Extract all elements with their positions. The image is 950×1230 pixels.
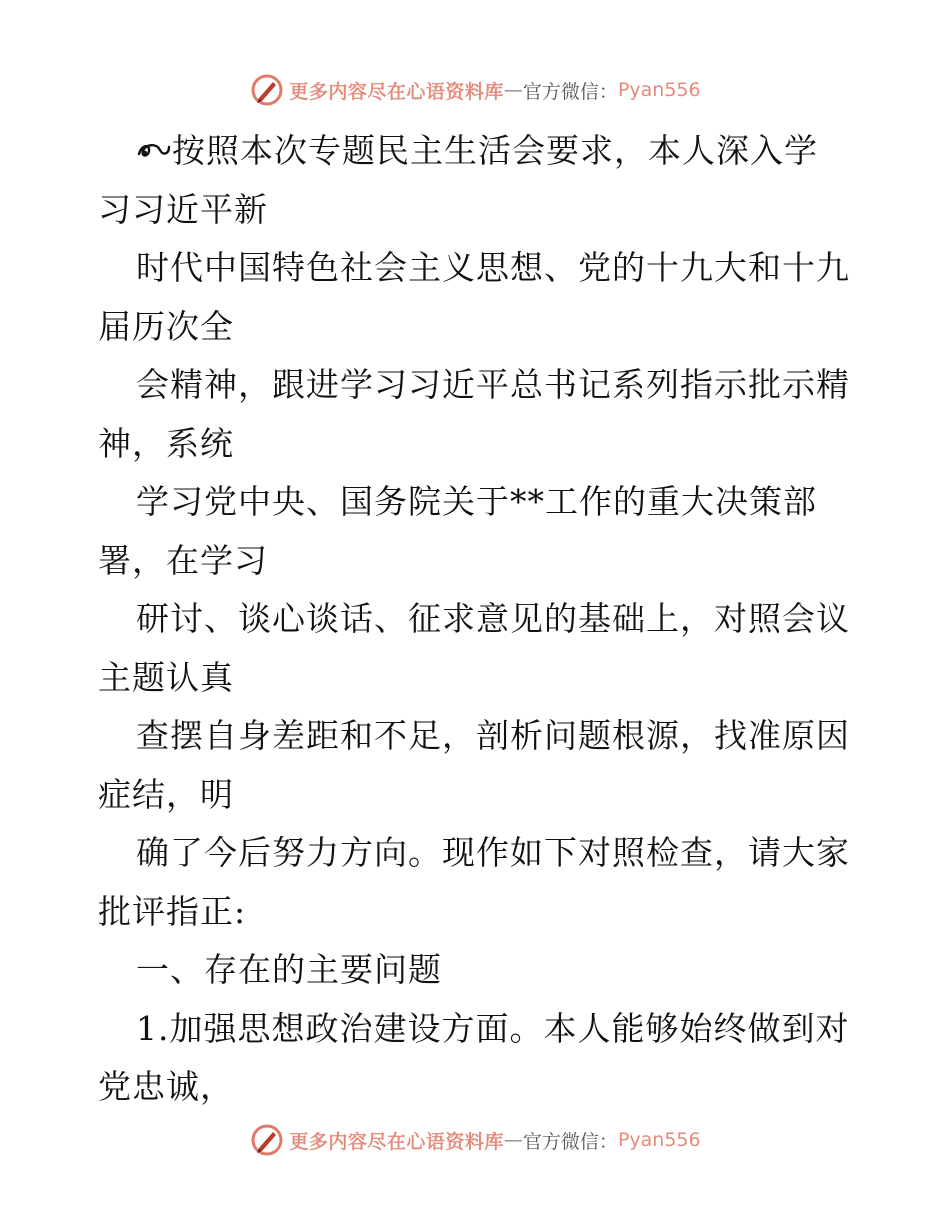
paragraph-line: 会精神，跟进学习习近平总书记系列指示批示精 <box>136 365 850 404</box>
paragraph-line: 症结，明 <box>98 774 234 814</box>
paragraph-line: 查摆自身差距和不足，剖析问题根源，找准原因 <box>136 716 850 755</box>
paragraph-line: 神，系统 <box>98 423 234 463</box>
watermark-dash: — <box>503 79 523 101</box>
watermark-official-label: 官方微信： <box>522 1130 618 1153</box>
section-heading: 一、存在的主要问题 <box>136 950 442 989</box>
pen-logo-icon <box>249 1122 285 1158</box>
paragraph-line: 学习党中央、国务院关于**工作的重大决策部 <box>136 482 817 521</box>
paragraph-line: 研讨、谈心谈话、征求意见的基础上，对照会议 <box>136 599 850 638</box>
watermark-text: 更多内容尽在心语资料库 <box>289 1130 504 1153</box>
paragraph-line: 批评指正: <box>98 891 247 931</box>
paragraph-line: 届历次全 <box>98 306 234 346</box>
paragraph-line: 党忠诚， <box>98 1067 234 1106</box>
watermark-wechat-id: Pyan556 <box>617 79 701 101</box>
footer-watermark <box>0 1120 950 1160</box>
flourish-bullet-icon <box>136 136 172 164</box>
watermark-text: 更多内容尽在心语资料库 <box>289 80 504 103</box>
header-watermark <box>0 70 950 110</box>
watermark-wechat-id: Pyan556 <box>617 1129 701 1151</box>
watermark-official-label: 官方微信： <box>522 80 618 103</box>
pen-logo-icon <box>249 72 285 108</box>
paragraph-line: 署，在学习 <box>98 540 268 580</box>
paragraph-line: 习习近平新 <box>98 189 268 229</box>
paragraph-line: 按照本次专题民主生活会要求，本人深入学 <box>98 122 858 181</box>
paragraph-line: 主题认真 <box>98 657 234 697</box>
paragraph-line: 1.加强思想政治建设方面。本人能够始终做到对 <box>136 1008 850 1048</box>
paragraph-line: 确了今后努力方向。现作如下对照检查，请大家 <box>136 833 850 872</box>
paragraph-line: 时代中国特色社会主义思想、党的十九大和十九 <box>136 248 850 287</box>
watermark-dash: — <box>503 1129 523 1151</box>
document-body <box>98 122 858 1117</box>
